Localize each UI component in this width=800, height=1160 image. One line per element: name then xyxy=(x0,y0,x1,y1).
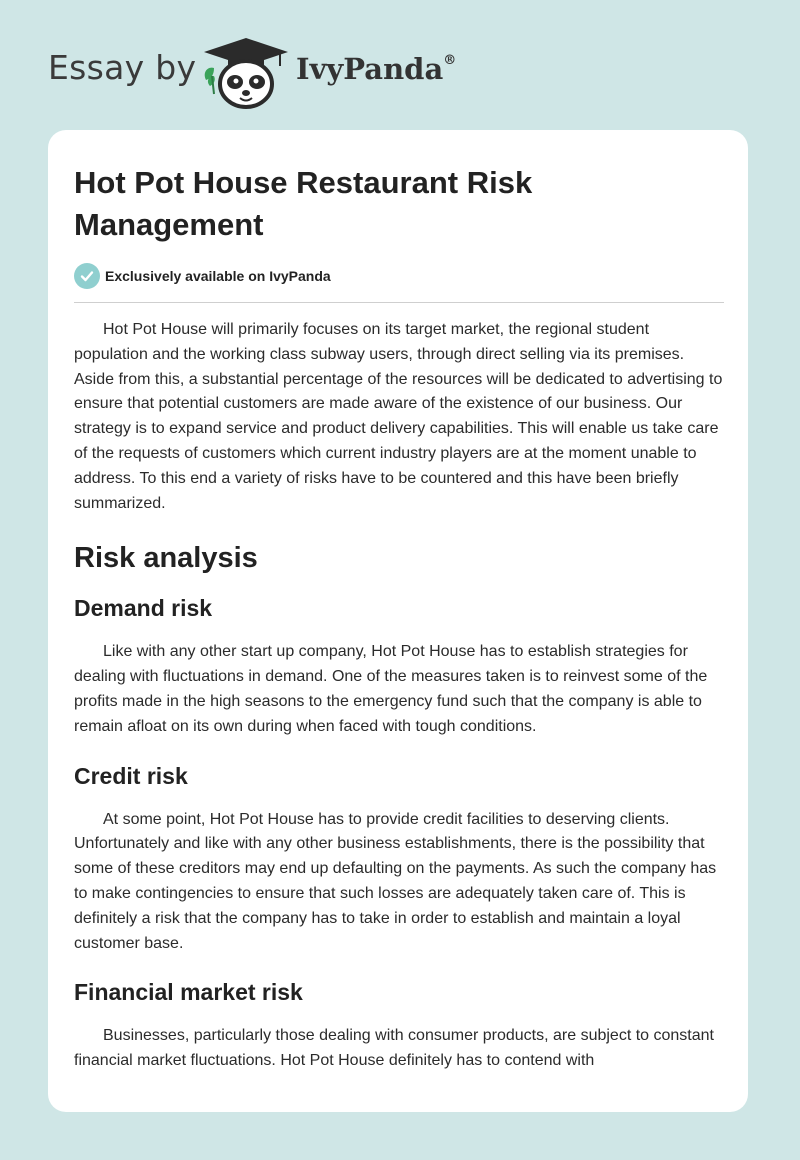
subheading-demand-risk: Demand risk xyxy=(74,595,213,622)
check-icon xyxy=(74,263,100,289)
divider xyxy=(74,302,724,303)
essay-card xyxy=(48,130,748,1112)
subheading-credit-risk: Credit risk xyxy=(74,762,188,789)
section-heading-risk-analysis: Risk analysis xyxy=(74,542,258,575)
brand-logo[interactable] xyxy=(296,52,456,86)
essay-by-label: Essay by xyxy=(48,48,197,87)
exclusive-badge-text: Exclusively available on IvyPanda xyxy=(105,268,331,284)
page-title: Hot Pot House Restaurant Risk Management xyxy=(74,165,533,242)
registered-mark: ® xyxy=(443,53,457,69)
exclusive-badge xyxy=(74,262,724,290)
paragraph-demand-risk: Like with any other start up company, Hot Pot House has to establish strategies for dealing with fluctuations in demand. One of the measures taken is to reinvest some of the profits made in the high seasons to the emergency fund such that the company is able to remain afloat on its own during when faced with tough conditions. xyxy=(74,643,708,735)
subheading-financial-market-risk: Financial market risk xyxy=(74,979,303,1006)
essay-content xyxy=(74,162,724,1074)
site-header xyxy=(0,0,800,120)
intro-paragraph: Hot Pot House will primarily focuses on its target market, the regional student population and the working class subway users, through direct selling via its premises. Aside from this, a substantial percentage of the resources will be dedicated to advertising to ensure that potential customers are made aware of the existence of our business. Our strategy is to expand service and product delivery capabilities. This will enable us take care of the requests of customers which current industry players are at the moment unable to address. To this end a variety of risks have to be countered and this have been briefly summarized. xyxy=(74,321,723,512)
brand-name: IvyPanda xyxy=(296,52,444,86)
panda-graduation-cap-icon xyxy=(200,36,292,110)
paragraph-credit-risk: At some point, Hot Pot House has to provide credit facilities to deserving clients. Unfortunately and like with any other business establishments, there is the possibility that some of these creditors may end up defaulting on the payments. As such the company has to make contingencies to ensure that such losses are adequately taken care of. This is definitely a risk that the company has to take in order to establish and maintain a loyal customer base. xyxy=(74,810,717,952)
paragraph-financial-market-risk: Businesses, particularly those dealing with consumer products, are subject to constant financial market fluctuations. Hot Pot House definitely has to contend with xyxy=(74,1027,714,1070)
